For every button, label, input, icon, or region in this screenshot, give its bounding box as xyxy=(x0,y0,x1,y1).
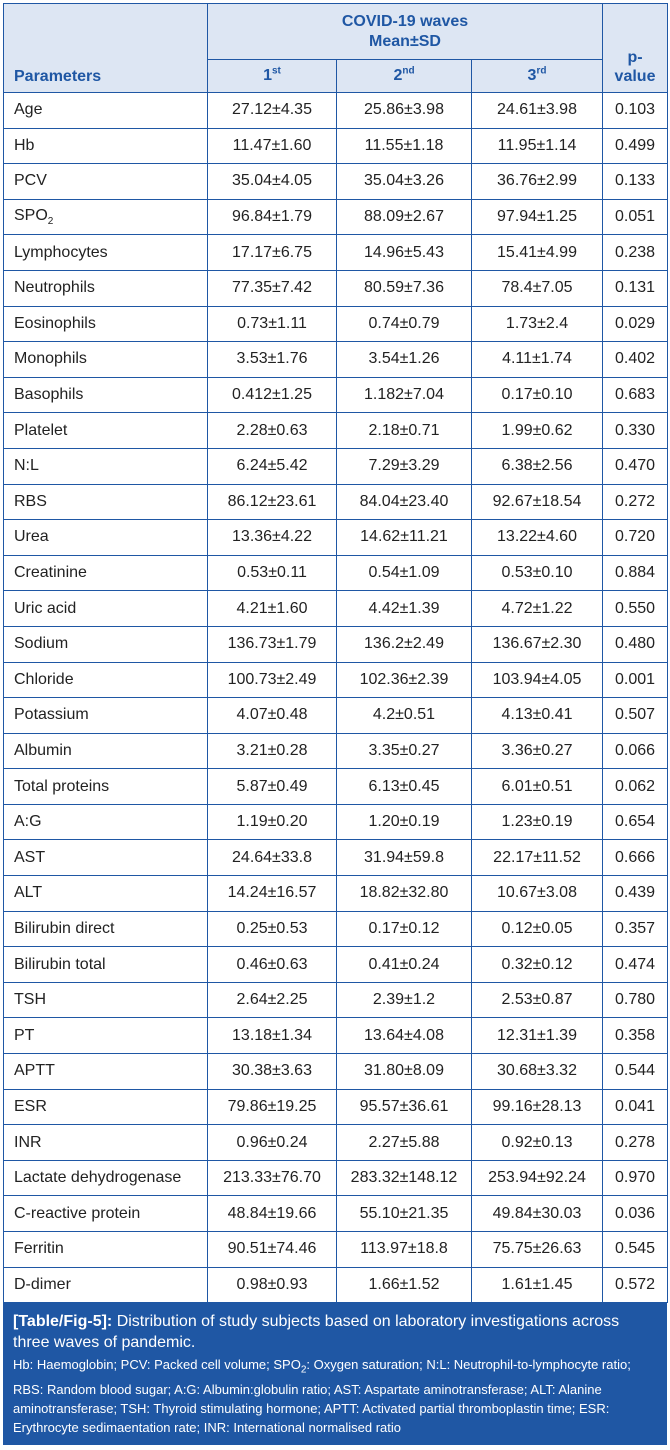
wave-3-value-cell: 30.68±3.32 xyxy=(472,1054,603,1090)
table-row xyxy=(4,520,668,556)
wave-1-value-cell: 0.46±0.63 xyxy=(208,947,337,983)
wave-3-value-cell: 97.94±1.25 xyxy=(472,199,603,235)
wave-2-value-cell: 18.82±32.80 xyxy=(337,876,472,912)
wave-1-value-cell: 4.21±1.60 xyxy=(208,591,337,627)
wave-3-value-cell: 4.11±1.74 xyxy=(472,342,603,378)
wave-3-value-cell: 24.61±3.98 xyxy=(472,93,603,129)
parameter-cell xyxy=(4,555,208,591)
wave-1-value-cell: 13.36±4.22 xyxy=(208,520,337,556)
parameter-cell xyxy=(4,520,208,556)
wave-3-value-cell: 75.75±26.63 xyxy=(472,1232,603,1268)
parameter-cell xyxy=(4,911,208,947)
parameter-name: Hb xyxy=(14,136,35,154)
caption-abbreviations xyxy=(13,1355,657,1437)
parameter-name: Monophils xyxy=(14,350,87,368)
wave-3-number: 3 xyxy=(527,67,537,84)
table-row xyxy=(4,591,668,627)
parameter-cell xyxy=(4,1089,208,1125)
table-row xyxy=(4,342,668,378)
wave-1-value-cell: 0.53±0.11 xyxy=(208,555,337,591)
wave-2-value-cell: 88.09±2.67 xyxy=(337,199,472,235)
wave-2-value-cell: 0.41±0.24 xyxy=(337,947,472,983)
pvalue-header-line2: value xyxy=(614,68,656,85)
parameter-cell xyxy=(4,128,208,164)
table-row xyxy=(4,840,668,876)
pvalue-cell: 0.507 xyxy=(603,698,668,734)
parameter-cell xyxy=(4,698,208,734)
pvalue-cell: 0.402 xyxy=(603,342,668,378)
wave-1-value-cell: 4.07±0.48 xyxy=(208,698,337,734)
table-figure xyxy=(3,3,667,1445)
wave-1-value-cell: 0.98±0.93 xyxy=(208,1267,337,1303)
wave-1-value-cell: 136.73±1.79 xyxy=(208,626,337,662)
wave-1-number: 1 xyxy=(263,67,272,84)
caption-title xyxy=(13,1311,657,1353)
wave-1-value-cell: 0.412±1.25 xyxy=(208,377,337,413)
wave-3-value-cell: 12.31±1.39 xyxy=(472,1018,603,1054)
table-row xyxy=(4,982,668,1018)
table-row xyxy=(4,413,668,449)
parameter-cell xyxy=(4,448,208,484)
table-row xyxy=(4,1160,668,1196)
table-body xyxy=(4,93,668,1303)
pvalue-cell: 0.884 xyxy=(603,555,668,591)
wave-2-value-cell: 4.2±0.51 xyxy=(337,698,472,734)
lab-investigations-table xyxy=(3,3,668,1303)
wave-3-value-cell: 36.76±2.99 xyxy=(472,164,603,200)
parameter-cell xyxy=(4,306,208,342)
parameter-name: PCV xyxy=(14,172,47,190)
parameter-cell xyxy=(4,591,208,627)
wave-1-value-cell: 1.19±0.20 xyxy=(208,804,337,840)
pvalue-cell: 0.272 xyxy=(603,484,668,520)
wave-1-value-cell: 86.12±23.61 xyxy=(208,484,337,520)
wave-2-suffix: nd xyxy=(402,65,415,77)
wave-3-value-cell: 3.36±0.27 xyxy=(472,733,603,769)
parameter-cell xyxy=(4,804,208,840)
pvalue-cell: 0.062 xyxy=(603,769,668,805)
parameter-name: AST xyxy=(14,848,46,866)
parameter-cell xyxy=(4,982,208,1018)
wave-2-value-cell: 31.80±8.09 xyxy=(337,1054,472,1090)
pvalue-cell: 0.654 xyxy=(603,804,668,840)
parameter-name: PT xyxy=(14,1026,35,1044)
pvalue-cell: 0.133 xyxy=(603,164,668,200)
wave-1-value-cell: 35.04±4.05 xyxy=(208,164,337,200)
pvalue-cell: 0.066 xyxy=(603,733,668,769)
wave-2-value-cell: 55.10±21.35 xyxy=(337,1196,472,1232)
parameter-cell xyxy=(4,662,208,698)
table-row xyxy=(4,733,668,769)
parameter-name: Basophils xyxy=(14,386,84,404)
parameter-name: Bilirubin total xyxy=(14,955,106,973)
wave-2-value-cell: 1.20±0.19 xyxy=(337,804,472,840)
wave-2-number: 2 xyxy=(393,67,403,84)
pvalue-cell: 0.780 xyxy=(603,982,668,1018)
table-row xyxy=(4,270,668,306)
table-row xyxy=(4,128,668,164)
wave-2-value-cell: 2.39±1.2 xyxy=(337,982,472,1018)
parameter-name: APTT xyxy=(14,1062,55,1080)
table-row xyxy=(4,555,668,591)
pvalue-cell: 0.474 xyxy=(603,947,668,983)
wave-3-value-cell: 1.99±0.62 xyxy=(472,413,603,449)
table-row xyxy=(4,698,668,734)
table-row xyxy=(4,662,668,698)
parameter-name: N:L xyxy=(14,457,39,475)
wave-2-value-cell: 113.97±18.8 xyxy=(337,1232,472,1268)
wave-2-value-cell: 0.54±1.09 xyxy=(337,555,472,591)
parameter-cell xyxy=(4,626,208,662)
wave-1-value-cell: 48.84±19.66 xyxy=(208,1196,337,1232)
table-row xyxy=(4,1232,668,1268)
parameters-header: Parameters xyxy=(4,4,208,93)
pvalue-cell: 0.001 xyxy=(603,662,668,698)
wave-2-value-cell: 31.94±59.8 xyxy=(337,840,472,876)
wave-1-value-cell: 0.73±1.11 xyxy=(208,306,337,342)
wave-2-value-cell: 3.35±0.27 xyxy=(337,733,472,769)
wave-3-header xyxy=(472,60,603,93)
wave-3-value-cell: 1.73±2.4 xyxy=(472,306,603,342)
table-row xyxy=(4,1054,668,1090)
parameter-name: Albumin xyxy=(14,741,72,759)
pvalue-cell: 0.470 xyxy=(603,448,668,484)
table-row xyxy=(4,876,668,912)
pvalue-cell: 0.238 xyxy=(603,235,668,271)
parameter-cell xyxy=(4,1054,208,1090)
wave-3-value-cell: 6.01±0.51 xyxy=(472,769,603,805)
parameter-name: ALT xyxy=(14,884,43,902)
parameter-cell xyxy=(4,377,208,413)
pvalue-cell: 0.278 xyxy=(603,1125,668,1161)
pvalue-cell: 0.545 xyxy=(603,1232,668,1268)
table-row xyxy=(4,1125,668,1161)
table-header xyxy=(4,4,668,93)
table-row xyxy=(4,1089,668,1125)
wave-3-value-cell: 0.17±0.10 xyxy=(472,377,603,413)
parameter-name: INR xyxy=(14,1133,42,1151)
parameter-name: Total proteins xyxy=(14,777,110,795)
wave-2-value-cell: 3.54±1.26 xyxy=(337,342,472,378)
parameter-name: Sodium xyxy=(14,635,69,653)
wave-3-value-cell: 0.12±0.05 xyxy=(472,911,603,947)
wave-2-value-cell: 25.86±3.98 xyxy=(337,93,472,129)
wave-3-value-cell: 15.41±4.99 xyxy=(472,235,603,271)
wave-1-value-cell: 79.86±19.25 xyxy=(208,1089,337,1125)
wave-2-value-cell: 1.182±7.04 xyxy=(337,377,472,413)
parameter-name: Lymphocytes xyxy=(14,243,108,261)
wave-2-value-cell: 13.64±4.08 xyxy=(337,1018,472,1054)
wave-3-value-cell: 1.61±1.45 xyxy=(472,1267,603,1303)
parameter-name: Neutrophils xyxy=(14,279,95,297)
table-row xyxy=(4,769,668,805)
wave-2-value-cell: 1.66±1.52 xyxy=(337,1267,472,1303)
parameter-cell xyxy=(4,1196,208,1232)
wave-1-value-cell: 5.87±0.49 xyxy=(208,769,337,805)
wave-2-value-cell: 0.17±0.12 xyxy=(337,911,472,947)
abbrev-text-post: : Oxygen saturation; N:L: Neutrophil-to-lymphocyte ratio; RBS: Random blood sugar; A:G: Albumin:globulin ratio; AST: Aspartate aminotransferase; ALT: Alanine aminotransferase; TSH: Thyroid stimulating hormone; APTT: Activated partial thromboplastin time; ESR: Erythrocyte sedimaentation rate; INR: International normalised ratio xyxy=(13,1357,631,1435)
parameter-name: Bilirubin direct xyxy=(14,919,115,937)
wave-3-value-cell: 6.38±2.56 xyxy=(472,448,603,484)
table-row xyxy=(4,164,668,200)
table-row xyxy=(4,377,668,413)
wave-1-value-cell: 17.17±6.75 xyxy=(208,235,337,271)
wave-3-value-cell: 2.53±0.87 xyxy=(472,982,603,1018)
wave-3-suffix: rd xyxy=(536,65,547,77)
parameter-cell xyxy=(4,733,208,769)
wave-1-value-cell: 3.21±0.28 xyxy=(208,733,337,769)
pvalue-cell: 0.103 xyxy=(603,93,668,129)
pvalue-cell: 0.439 xyxy=(603,876,668,912)
pvalue-cell: 0.029 xyxy=(603,306,668,342)
parameter-cell xyxy=(4,876,208,912)
wave-3-value-cell: 103.94±4.05 xyxy=(472,662,603,698)
parameter-name: Eosinophils xyxy=(14,314,96,332)
wave-2-value-cell: 4.42±1.39 xyxy=(337,591,472,627)
wave-3-value-cell: 4.72±1.22 xyxy=(472,591,603,627)
wave-1-value-cell: 77.35±7.42 xyxy=(208,270,337,306)
wave-1-suffix: st xyxy=(272,65,281,77)
wave-1-value-cell: 0.25±0.53 xyxy=(208,911,337,947)
pvalue-header xyxy=(603,4,668,93)
parameter-cell xyxy=(4,235,208,271)
wave-2-value-cell: 2.27±5.88 xyxy=(337,1125,472,1161)
parameter-name: SPO xyxy=(14,206,48,224)
wave-2-value-cell: 0.74±0.79 xyxy=(337,306,472,342)
wave-1-value-cell: 90.51±74.46 xyxy=(208,1232,337,1268)
wave-2-value-cell: 95.57±36.61 xyxy=(337,1089,472,1125)
table-row xyxy=(4,1267,668,1303)
wave-3-value-cell: 10.67±3.08 xyxy=(472,876,603,912)
wave-3-value-cell: 78.4±7.05 xyxy=(472,270,603,306)
wave-3-value-cell: 0.92±0.13 xyxy=(472,1125,603,1161)
caption-label: [Table/Fig-5]: xyxy=(13,1313,113,1331)
wave-2-value-cell: 283.32±148.12 xyxy=(337,1160,472,1196)
group-title-line2: Mean±SD xyxy=(369,32,441,50)
wave-1-value-cell: 100.73±2.49 xyxy=(208,662,337,698)
parameter-name: Platelet xyxy=(14,421,68,439)
wave-1-value-cell: 0.96±0.24 xyxy=(208,1125,337,1161)
parameter-name: TSH xyxy=(14,991,46,1009)
table-caption xyxy=(3,1303,667,1445)
pvalue-cell: 0.041 xyxy=(603,1089,668,1125)
wave-3-value-cell: 11.95±1.14 xyxy=(472,128,603,164)
parameter-cell xyxy=(4,164,208,200)
parameter-cell xyxy=(4,1160,208,1196)
wave-1-value-cell: 3.53±1.76 xyxy=(208,342,337,378)
wave-2-value-cell: 80.59±7.36 xyxy=(337,270,472,306)
wave-3-value-cell: 4.13±0.41 xyxy=(472,698,603,734)
parameter-name: Potassium xyxy=(14,706,89,724)
parameter-cell xyxy=(4,270,208,306)
table-row xyxy=(4,93,668,129)
waves-group-header xyxy=(208,4,603,60)
parameter-name: Ferritin xyxy=(14,1240,64,1258)
wave-3-value-cell: 253.94±92.24 xyxy=(472,1160,603,1196)
table-row xyxy=(4,911,668,947)
table-row xyxy=(4,947,668,983)
wave-1-value-cell: 6.24±5.42 xyxy=(208,448,337,484)
wave-2-value-cell: 14.96±5.43 xyxy=(337,235,472,271)
parameter-cell xyxy=(4,413,208,449)
pvalue-cell: 0.720 xyxy=(603,520,668,556)
wave-2-value-cell: 7.29±3.29 xyxy=(337,448,472,484)
table-row xyxy=(4,1018,668,1054)
pvalue-cell: 0.550 xyxy=(603,591,668,627)
wave-2-value-cell: 14.62±11.21 xyxy=(337,520,472,556)
group-title-line1: COVID-19 waves xyxy=(341,12,469,30)
caption-title-text: Distribution of study subjects based on laboratory investigations across three waves of pandemic. xyxy=(13,1313,620,1352)
pvalue-cell: 0.480 xyxy=(603,626,668,662)
wave-1-value-cell: 27.12±4.35 xyxy=(208,93,337,129)
wave-2-value-cell: 136.2±2.49 xyxy=(337,626,472,662)
wave-2-value-cell: 2.18±0.71 xyxy=(337,413,472,449)
pvalue-cell: 0.683 xyxy=(603,377,668,413)
wave-2-value-cell: 6.13±0.45 xyxy=(337,769,472,805)
parameter-name: D-dimer xyxy=(14,1275,71,1293)
wave-2-header xyxy=(337,60,472,93)
parameter-name: Age xyxy=(14,101,43,119)
parameter-cell xyxy=(4,484,208,520)
pvalue-cell: 0.357 xyxy=(603,911,668,947)
wave-1-value-cell: 11.47±1.60 xyxy=(208,128,337,164)
wave-1-value-cell: 213.33±76.70 xyxy=(208,1160,337,1196)
parameter-name: ESR xyxy=(14,1097,47,1115)
pvalue-cell: 0.970 xyxy=(603,1160,668,1196)
table-row xyxy=(4,199,668,235)
parameter-cell xyxy=(4,840,208,876)
wave-3-value-cell: 22.17±11.52 xyxy=(472,840,603,876)
wave-3-value-cell: 13.22±4.60 xyxy=(472,520,603,556)
wave-1-value-cell: 14.24±16.57 xyxy=(208,876,337,912)
parameter-cell xyxy=(4,1018,208,1054)
parameter-name: Urea xyxy=(14,528,49,546)
wave-3-value-cell: 92.67±18.54 xyxy=(472,484,603,520)
pvalue-header-line1: p- xyxy=(627,49,643,66)
wave-2-value-cell: 84.04±23.40 xyxy=(337,484,472,520)
wave-1-header xyxy=(208,60,337,93)
parameter-cell xyxy=(4,199,208,235)
pvalue-cell: 0.330 xyxy=(603,413,668,449)
table-row xyxy=(4,235,668,271)
table-row xyxy=(4,1196,668,1232)
pvalue-cell: 0.572 xyxy=(603,1267,668,1303)
parameter-name: RBS xyxy=(14,492,47,510)
table-row xyxy=(4,484,668,520)
abbrev-subscript: 2 xyxy=(300,1364,307,1376)
wave-1-value-cell: 30.38±3.63 xyxy=(208,1054,337,1090)
wave-1-value-cell: 2.64±2.25 xyxy=(208,982,337,1018)
wave-1-value-cell: 96.84±1.79 xyxy=(208,199,337,235)
wave-2-value-cell: 11.55±1.18 xyxy=(337,128,472,164)
parameter-name: Lactate dehydrogenase xyxy=(14,1169,182,1187)
parameter-cell xyxy=(4,947,208,983)
wave-3-value-cell: 0.53±0.10 xyxy=(472,555,603,591)
pvalue-cell: 0.666 xyxy=(603,840,668,876)
parameter-cell xyxy=(4,1232,208,1268)
wave-1-value-cell: 2.28±0.63 xyxy=(208,413,337,449)
wave-3-value-cell: 1.23±0.19 xyxy=(472,804,603,840)
parameter-name: Creatinine xyxy=(14,564,87,582)
wave-2-value-cell: 102.36±2.39 xyxy=(337,662,472,698)
pvalue-cell: 0.036 xyxy=(603,1196,668,1232)
pvalue-cell: 0.544 xyxy=(603,1054,668,1090)
parameter-name: C-reactive protein xyxy=(14,1204,141,1222)
pvalue-cell: 0.358 xyxy=(603,1018,668,1054)
table-row xyxy=(4,804,668,840)
parameter-cell xyxy=(4,1267,208,1303)
table-row xyxy=(4,626,668,662)
wave-2-value-cell: 35.04±3.26 xyxy=(337,164,472,200)
pvalue-cell: 0.051 xyxy=(603,199,668,235)
wave-3-value-cell: 99.16±28.13 xyxy=(472,1089,603,1125)
parameter-cell xyxy=(4,1125,208,1161)
table-row xyxy=(4,306,668,342)
pvalue-cell: 0.131 xyxy=(603,270,668,306)
table-row xyxy=(4,448,668,484)
wave-3-value-cell: 49.84±30.03 xyxy=(472,1196,603,1232)
parameter-name: Uric acid xyxy=(14,599,77,617)
wave-1-value-cell: 13.18±1.34 xyxy=(208,1018,337,1054)
wave-3-value-cell: 0.32±0.12 xyxy=(472,947,603,983)
abbrev-text-pre: Hb: Haemoglobin; PCV: Packed cell volume; SPO xyxy=(13,1357,301,1373)
wave-3-value-cell: 136.67±2.30 xyxy=(472,626,603,662)
parameter-cell xyxy=(4,93,208,129)
parameter-subscript: 2 xyxy=(47,216,54,228)
parameter-name: Chloride xyxy=(14,670,74,688)
parameter-cell xyxy=(4,769,208,805)
parameter-cell xyxy=(4,342,208,378)
parameter-name: A:G xyxy=(14,813,42,831)
pvalue-cell: 0.499 xyxy=(603,128,668,164)
wave-1-value-cell: 24.64±33.8 xyxy=(208,840,337,876)
